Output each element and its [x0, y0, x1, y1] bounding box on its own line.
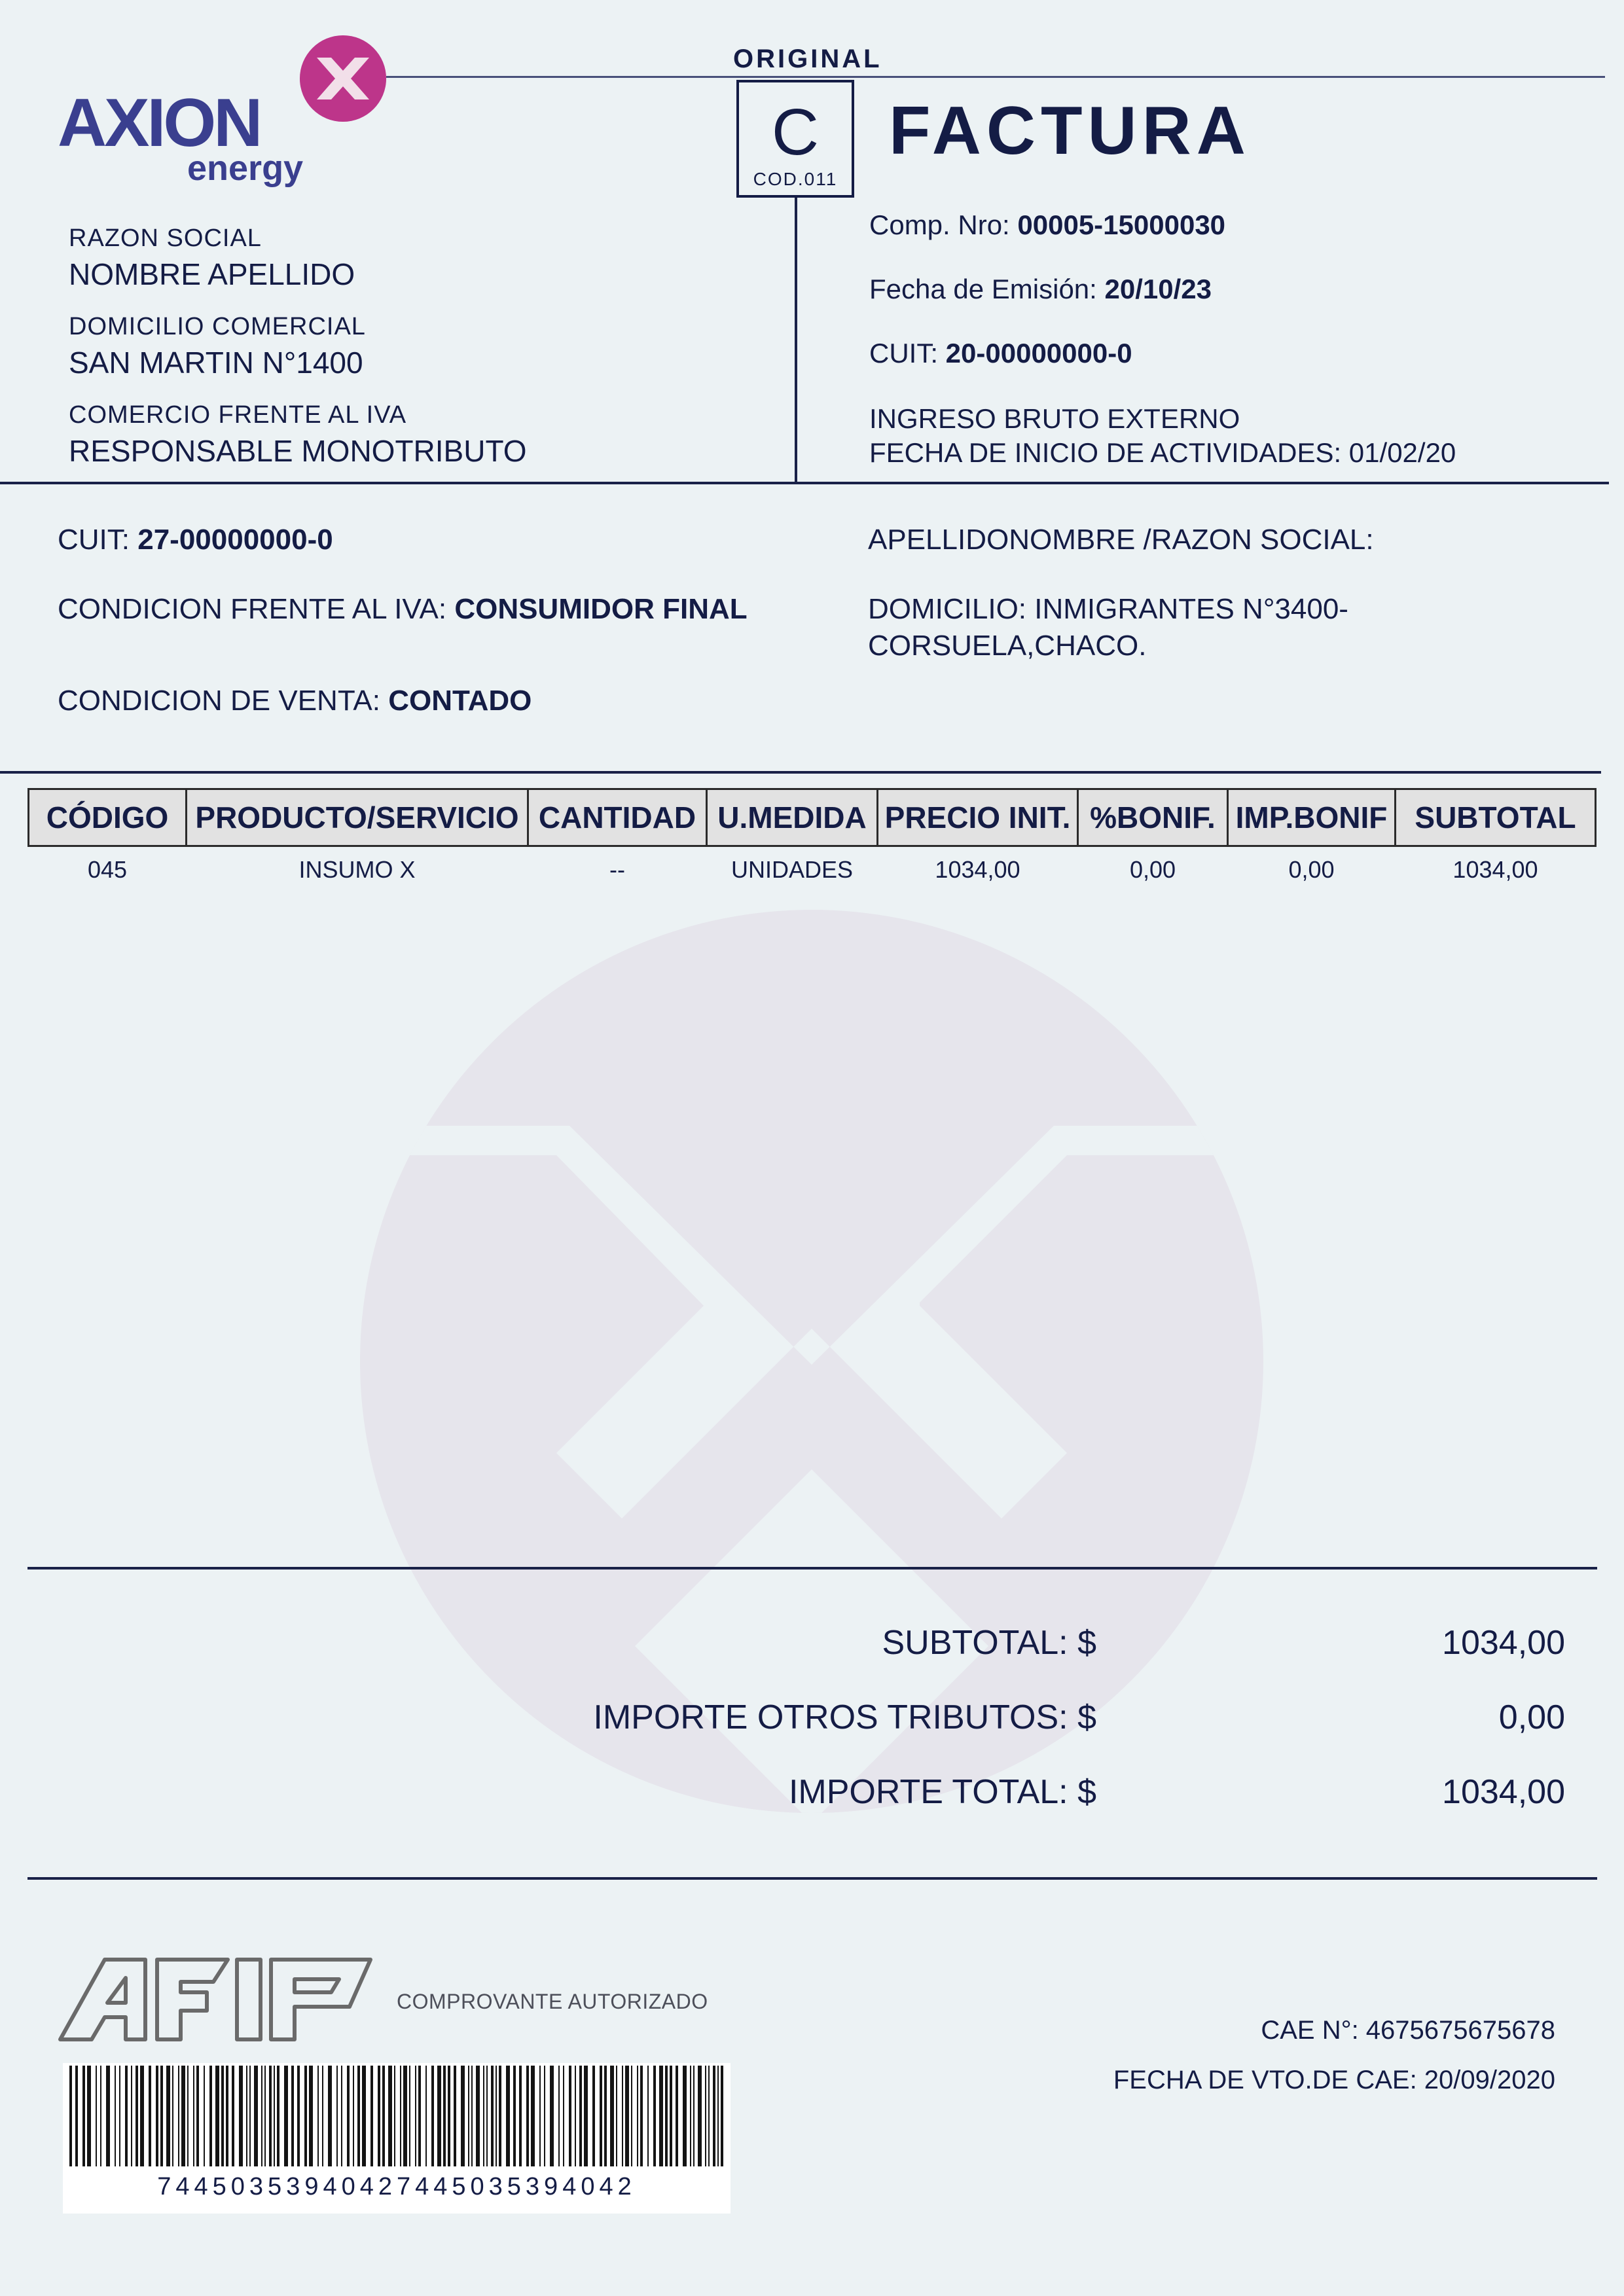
barcode-bar	[403, 2066, 407, 2166]
barcode-bar	[209, 2066, 212, 2166]
barcode-bar	[415, 2066, 416, 2166]
barcode-bar	[575, 2066, 576, 2166]
barcode-bar	[261, 2066, 262, 2166]
barcode-bar	[100, 2066, 101, 2166]
invoice-type-letter: C	[771, 96, 820, 169]
barcode-bar	[166, 2066, 170, 2166]
total-value: 1034,00	[1442, 1773, 1565, 1811]
barcode-bar	[277, 2066, 280, 2166]
header-bottom-rule	[0, 482, 1609, 484]
barcode-bar	[622, 2066, 623, 2166]
client-address-line2: CORSUELA,CHACO.	[868, 630, 1147, 662]
col-header-umedida: U.MEDIDA	[706, 788, 878, 847]
barcode-bar	[336, 2066, 338, 2166]
barcode-bar	[187, 2066, 189, 2166]
authorized-label: COMPROVANTE AUTORIZADO	[397, 1990, 708, 2013]
barcode-bar	[370, 2066, 373, 2166]
barcode-bar	[357, 2066, 360, 2166]
barcode-bar	[637, 2066, 638, 2166]
barcode-bar	[698, 2066, 702, 2166]
barcode-bar	[204, 2066, 205, 2166]
iva-condition-value: RESPONSABLE MONOTRIBUTO	[69, 434, 527, 468]
barcode-bar	[409, 2066, 410, 2166]
barcode-bar	[550, 2066, 554, 2166]
barcode-bar	[496, 2066, 497, 2166]
barcode-bar	[328, 2066, 332, 2166]
barcode-bar	[506, 2066, 510, 2166]
barcode-bar	[82, 2066, 85, 2166]
barcode-bar	[274, 2066, 275, 2166]
other-taxes-value: 0,00	[1498, 1698, 1565, 1736]
barcode-bar	[468, 2066, 469, 2166]
barcode-bar	[670, 2066, 672, 2166]
barcode-bar	[676, 2066, 678, 2166]
domicilio-comercial-value: SAN MARTIN N°1400	[69, 346, 363, 380]
sale-condition: CONDICION DE VENTA: CONTADO	[58, 685, 532, 717]
totals-bottom-rule	[27, 1877, 1597, 1880]
barcode-bar	[119, 2066, 120, 2166]
barcode-bar	[249, 2066, 251, 2166]
barcode-bar	[579, 2066, 582, 2166]
barcode-bar	[304, 2066, 307, 2166]
cell-codigo: 045	[87, 856, 128, 883]
barcode-bar	[476, 2066, 480, 2166]
barcode-bar	[604, 2066, 607, 2166]
col-header-codigo: CÓDIGO	[27, 788, 187, 847]
other-taxes-label: IMPORTE OTROS TRIBUTOS: $	[593, 1698, 1096, 1736]
document-title: FACTURA	[889, 93, 1251, 169]
barcode-bar	[388, 2066, 392, 2166]
invoice-type-code: COD.011	[753, 169, 838, 189]
header-top-rule	[386, 76, 1605, 78]
barcode-bar	[69, 2066, 72, 2166]
barcode-bar	[491, 2066, 494, 2166]
invoice-type-box	[736, 80, 854, 198]
barcode-bar	[708, 2066, 710, 2166]
barcode-bar	[232, 2066, 234, 2166]
col-header-bonif: %BONIF.	[1077, 788, 1229, 847]
barcode-bar	[437, 2066, 441, 2166]
afip-logo-icon	[58, 1956, 373, 2043]
barcode-bar	[584, 2066, 588, 2166]
table-bottom-rule	[27, 1567, 1597, 1570]
barcode-bar	[264, 2066, 266, 2166]
total-label: IMPORTE TOTAL: $	[788, 1773, 1096, 1811]
barcode-bar	[625, 2066, 629, 2166]
barcode-bar	[178, 2066, 179, 2166]
client-address-line1: DOMICILIO: INMIGRANTES N°3400-	[868, 593, 1348, 625]
barcode-bar	[382, 2066, 385, 2166]
client-bottom-rule	[0, 771, 1601, 774]
barcode-bar	[269, 2066, 272, 2166]
barcode-bar	[653, 2066, 656, 2166]
barcode-bar	[291, 2066, 294, 2166]
barcode-bar	[425, 2066, 427, 2166]
barcode-bar	[172, 2066, 173, 2166]
barcode-bar	[254, 2066, 258, 2166]
razon-social-label: RAZON SOCIAL	[69, 224, 262, 252]
subtotal-value: 1034,00	[1442, 1624, 1565, 1662]
barcode-bar	[683, 2066, 687, 2166]
cell-umedida: UNIDADES	[731, 856, 854, 883]
barcode-bar	[156, 2066, 158, 2166]
barcode-bar	[461, 2066, 465, 2166]
barcode-bar	[631, 2066, 632, 2166]
barcode-bar	[647, 2066, 649, 2166]
cell-cantidad: --	[609, 856, 625, 883]
cell-bonif: 0,00	[1129, 856, 1176, 883]
barcode-bar	[221, 2066, 224, 2166]
copy-label: ORIGINAL	[733, 45, 882, 73]
barcode-bars	[69, 2066, 724, 2166]
barcode-bar	[135, 2066, 138, 2166]
barcode-bar	[486, 2066, 488, 2166]
barcode-bar	[690, 2066, 691, 2166]
barcode-bar	[563, 2066, 564, 2166]
barcode-bar	[693, 2066, 695, 2166]
barcode	[63, 2063, 731, 2214]
col-header-precio: PRECIO INIT.	[876, 788, 1079, 847]
barcode-bar	[309, 2066, 313, 2166]
barcode-bar	[160, 2066, 163, 2166]
barcode-bar	[539, 2066, 541, 2166]
logo-brand-text: AXION	[58, 85, 261, 161]
barcode-bar	[431, 2066, 434, 2166]
barcode-bar	[322, 2066, 323, 2166]
barcode-bar	[149, 2066, 151, 2166]
barcode-bar	[640, 2066, 643, 2166]
barcode-bar	[721, 2066, 723, 2166]
barcode-bar	[226, 2066, 228, 2166]
barcode-bar	[394, 2066, 395, 2166]
ingreso-bruto: INGRESO BRUTO EXTERNO	[869, 403, 1240, 434]
cell-impbonif: 0,00	[1288, 856, 1335, 883]
activity-start-date: FECHA DE INICIO DE ACTIVIDADES: 01/02/20	[869, 437, 1456, 468]
col-header-cantidad: CANTIDAD	[527, 788, 708, 847]
cae-number: CAE N°: 4675675675678	[1261, 2016, 1555, 2045]
company-logo	[58, 33, 398, 196]
barcode-bar	[526, 2066, 529, 2166]
barcode-bar	[471, 2066, 473, 2166]
client-name-label: APELLIDONOMBRE /RAZON SOCIAL:	[868, 524, 1374, 556]
barcode-bar	[483, 2066, 484, 2166]
issuer-cuit: CUIT: 20-00000000-0	[869, 338, 1132, 368]
cae-expiration: FECHA DE VTO.DE CAE: 20/09/2020	[1113, 2066, 1555, 2094]
barcode-bar	[193, 2066, 194, 2166]
axion-x-badge-icon	[297, 33, 389, 124]
cell-subtotal: 1034,00	[1453, 856, 1538, 883]
barcode-bar	[196, 2066, 199, 2166]
domicilio-comercial-label: DOMICILIO COMERCIAL	[69, 313, 366, 340]
barcode-bar	[96, 2066, 97, 2166]
barcode-bar	[600, 2066, 602, 2166]
barcode-bar	[499, 2066, 501, 2166]
barcode-bar	[400, 2066, 401, 2166]
barcode-bar	[87, 2066, 91, 2166]
barcode-bar	[713, 2066, 715, 2166]
barcode-bar	[297, 2066, 300, 2166]
barcode-bar	[106, 2066, 110, 2166]
barcode-bar	[448, 2066, 450, 2166]
barcode-bar	[519, 2066, 522, 2166]
cell-precio: 1034,00	[935, 856, 1020, 883]
barcode-bar	[347, 2066, 350, 2166]
barcode-bar	[353, 2066, 354, 2166]
barcode-bar	[531, 2066, 535, 2166]
issue-date: Fecha de Emisión: 20/10/23	[869, 274, 1212, 304]
barcode-bar	[659, 2066, 663, 2166]
client-cuit: CUIT: 27-00000000-0	[58, 524, 333, 556]
watermark-logo-icon	[360, 906, 1263, 1816]
barcode-bar	[418, 2066, 421, 2166]
barcode-bar	[569, 2066, 571, 2166]
logo-sub-text: energy	[187, 149, 304, 188]
razon-social-value: NOMBRE APELLIDO	[69, 257, 355, 291]
subtotal-label: SUBTOTAL: $	[882, 1624, 1096, 1662]
barcode-bar	[75, 2066, 78, 2166]
barcode-bar	[610, 2066, 614, 2166]
header-vertical-divider	[795, 198, 797, 483]
barcode-bar	[115, 2066, 116, 2166]
barcode-bar	[592, 2066, 595, 2166]
barcode-bar	[665, 2066, 668, 2166]
barcode-bar	[246, 2066, 247, 2166]
barcode-bar	[215, 2066, 219, 2166]
barcode-bar	[362, 2066, 366, 2166]
barcode-bar	[513, 2066, 516, 2166]
barcode-bar	[239, 2066, 243, 2166]
barcode-bar	[317, 2066, 319, 2166]
cell-producto: INSUMO X	[298, 856, 416, 883]
client-iva-condition: CONDICION FRENTE AL IVA: CONSUMIDOR FINAL	[58, 593, 748, 625]
col-header-subtotal: SUBTOTAL	[1394, 788, 1597, 847]
barcode-number: 74450353940427445035394042	[157, 2173, 636, 2200]
barcode-bar	[705, 2066, 706, 2166]
barcode-bar	[140, 2066, 144, 2166]
barcode-bar	[443, 2066, 446, 2166]
barcode-bar	[284, 2066, 288, 2166]
barcode-bar	[558, 2066, 560, 2166]
col-header-impbonif: IMP.BONIF	[1227, 788, 1396, 847]
barcode-bar	[544, 2066, 545, 2166]
col-header-producto: PRODUCTO/SERVICIO	[185, 788, 529, 847]
barcode-bar	[454, 2066, 456, 2166]
comp-number: Comp. Nro: 00005-15000030	[869, 209, 1226, 240]
barcode-bar	[616, 2066, 617, 2166]
barcode-bar	[131, 2066, 132, 2166]
barcode-bar	[341, 2066, 342, 2166]
barcode-bar	[717, 2066, 719, 2166]
iva-condition-label: COMERCIO FRENTE AL IVA	[69, 401, 407, 429]
barcode-bar	[181, 2066, 185, 2166]
barcode-bar	[378, 2066, 380, 2166]
barcode-bar	[125, 2066, 128, 2166]
